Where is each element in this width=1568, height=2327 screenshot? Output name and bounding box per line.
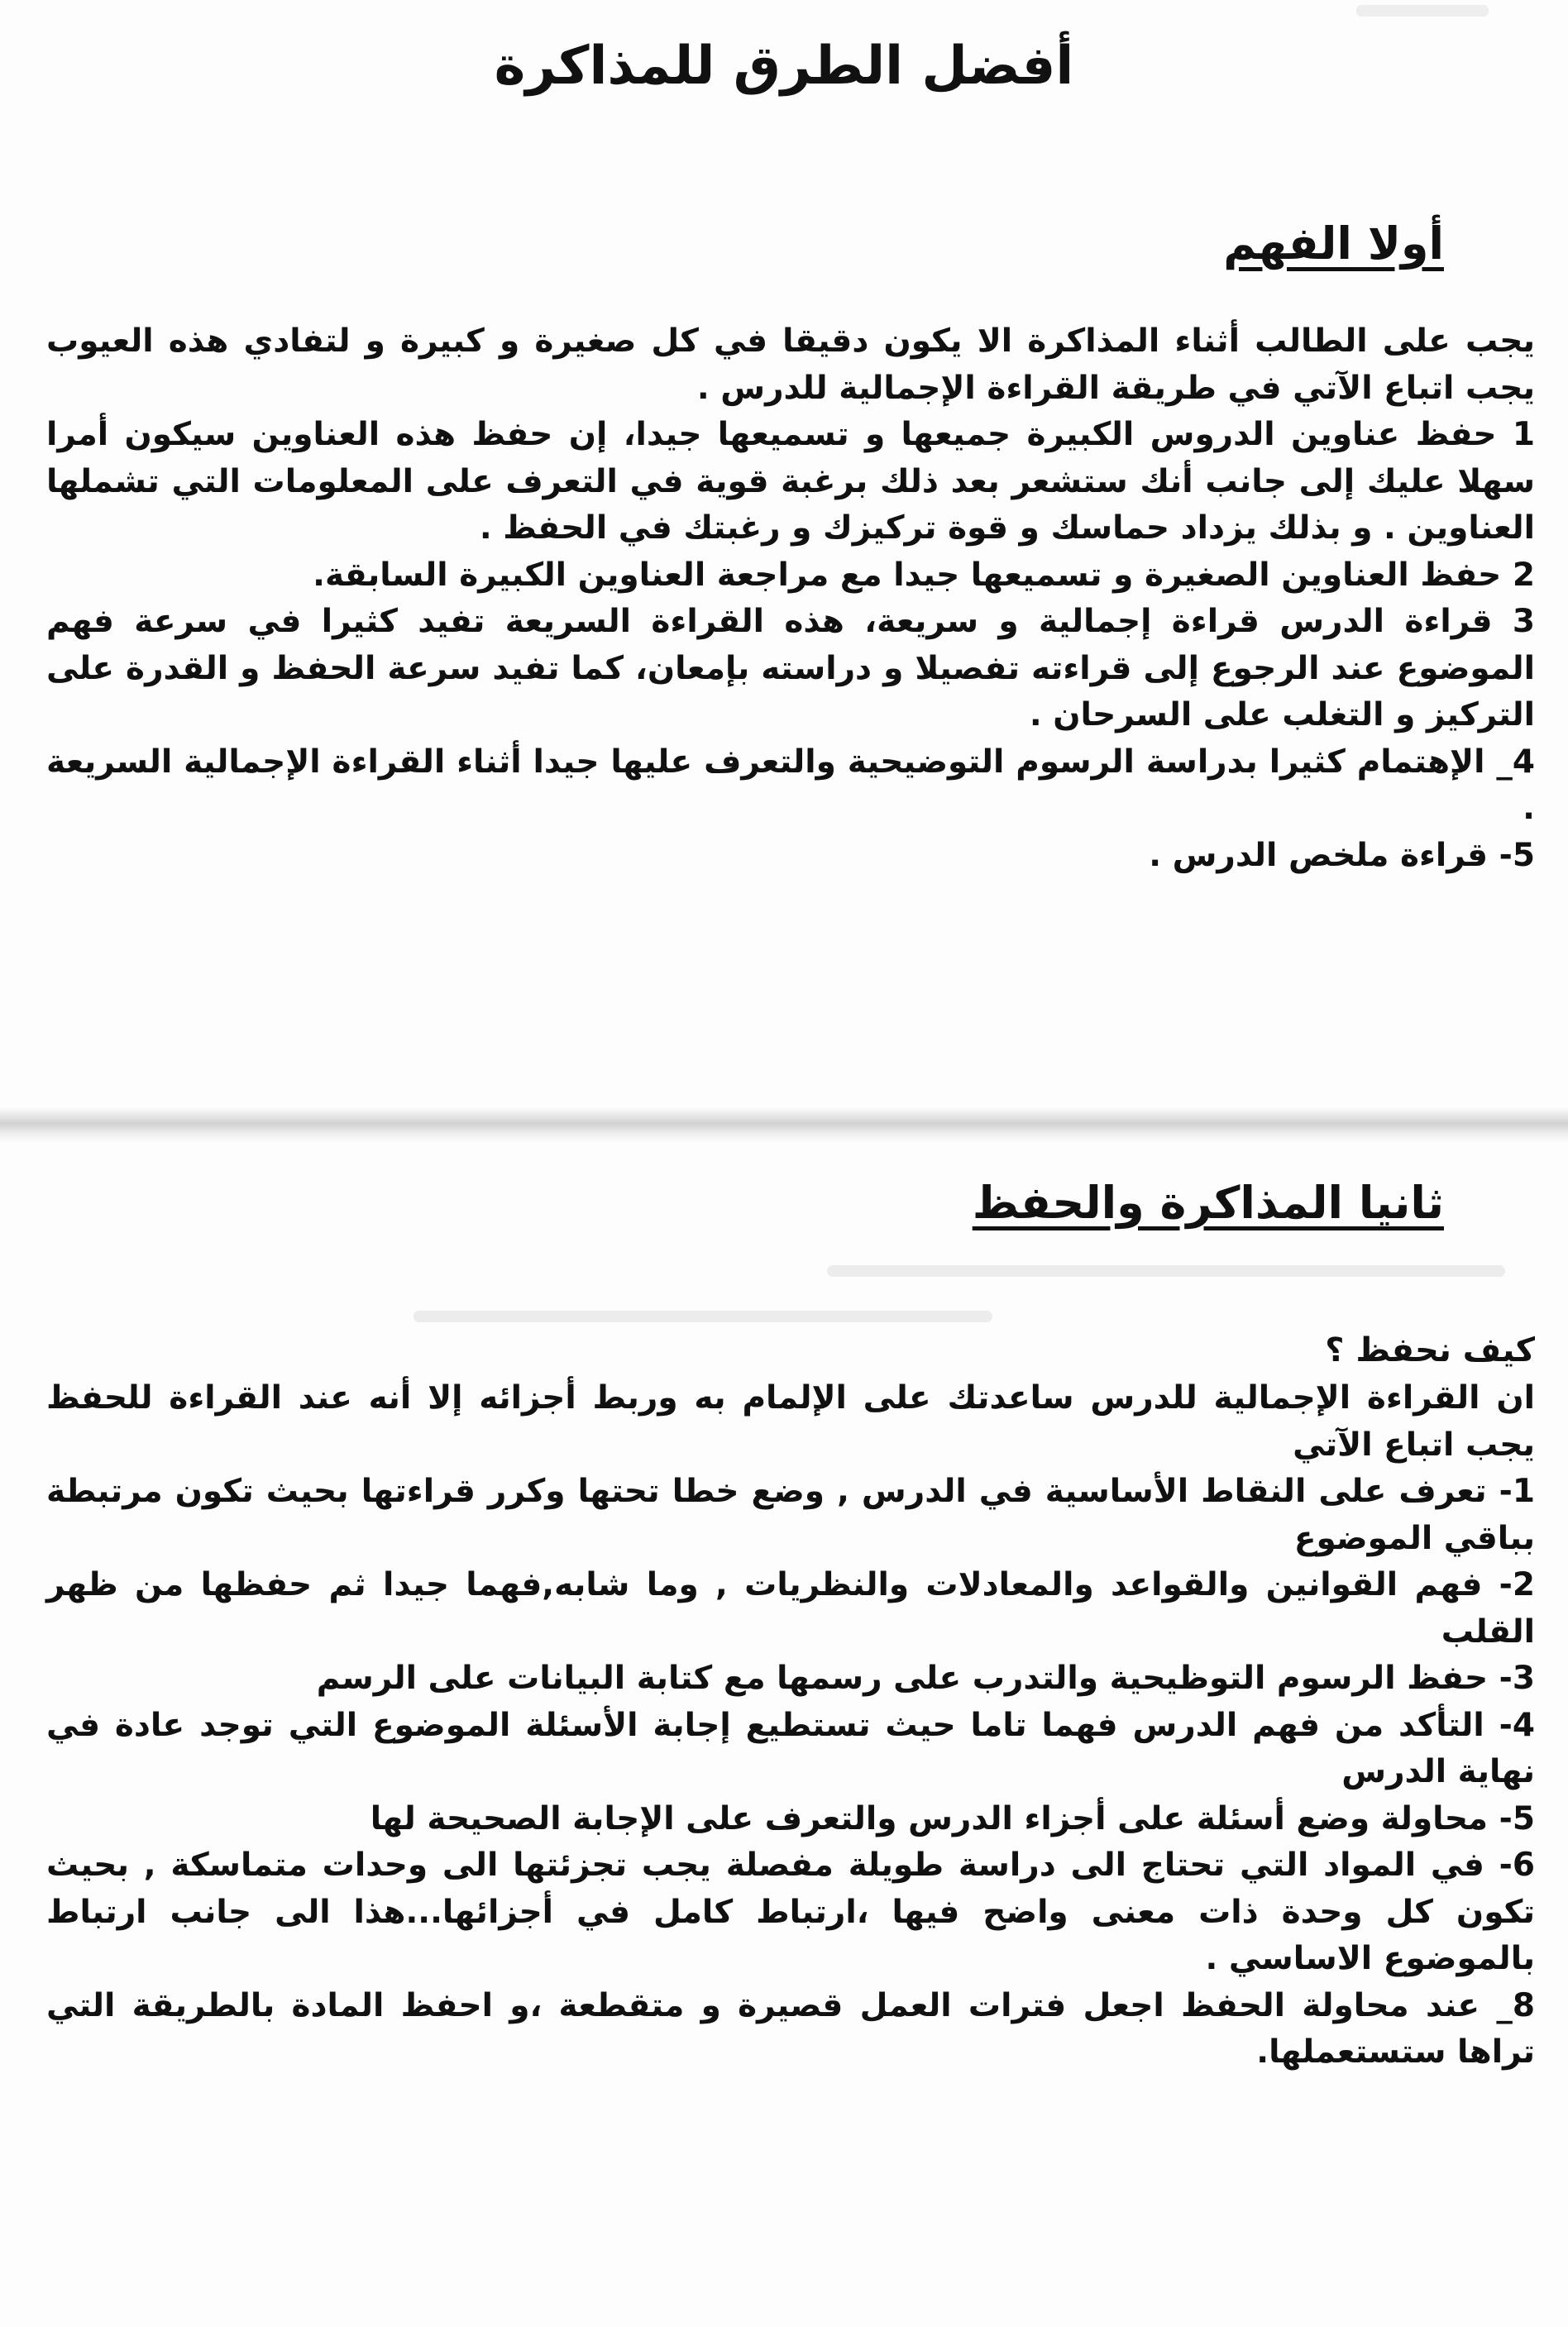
list-item: 5- محاولة وضع أسئلة على أجزاء الدرس والتعرف على الإجابة الصحيحة لها [370,1799,1535,1837]
subheading-how-to-memorize: كيف نحفظ ؟ [1325,1331,1535,1369]
list-item: 3 قراءة الدرس قراءة إجمالية و سريعة، هذه القراءة السريعة تفيد كثيرا في سرعة فهم الموضوع عند الرجوع إلى قراءته تفصيلا و دراسته بإمعان، كما تفيد سرعة الحفظ و القدرة على التركيز و التغلب على السرحان . [46,603,1535,733]
list-item: 1- تعرف على النقاط الأساسية في الدرس , وضع خطا تحتها وكرر قراءتها بحيث تكون مرتبطة بباقي الموضوع [46,1473,1535,1557]
section-heading-understanding: أولا الفهم [1223,217,1444,270]
scan-artifact-corner [1356,5,1489,17]
bleed-through-line [414,1311,992,1322]
list-item: 2 حفظ العناوين الصغيرة و تسميعها جيدا مع مراجعة العناوين الكبيرة السابقة. [313,556,1535,594]
list-item: 2- فهم القوانين والقواعد والمعادلات والنظريات , وما شابه,فهما جيدا ثم حفظها من ظهر القلب [46,1566,1535,1651]
list-item: 4_ الإهتمام كثيرا بدراسة الرسوم التوضيحية والتعرف عليها جيدا أثناء القراءة الإجمالية السريعة . [46,743,1535,827]
list-item: 3- حفظ الرسوم التوظيحية والتدرب على رسمها مع كتابة البيانات على الرسم [316,1660,1535,1697]
list-item: 8_ عند محاولة الحفظ اجعل فترات العمل قصيرة و متقطعة ،و احفظ المادة بالطريقة التي تراها ستستعملها. [46,1986,1535,2071]
bleed-through-line [827,1265,1505,1277]
list-item: 1 حفظ عناوين الدروس الكبيرة جميعها و تسميعها جيدا، إن حفظ هذه العناوين سيكون أمرا سهلا عليك إلى جانب أنك ستشعر بعد ذلك برغبة قوية في التعرف على المعلومات التي تشملها العناوين . و بذلك يزداد حماسك و قوة تركيزك و رغبتك في الحفظ . [46,416,1535,547]
paragraph: يجب على الطالب أثناء المذاكرة الا يكون دقيقا في كل صغيرة و كبيرة و لتفادي هذه العيوب يجب اتباع الآتي في طريقة القراءة الإجمالية للدرس . [46,323,1535,407]
list-item: 5- قراءة ملخص الدرس . [1149,836,1535,874]
section-study-memorize-body [46,1326,1535,2076]
section-understanding-body [46,318,1535,879]
page-title: أفضل الطرق للمذاكرة [494,36,1074,97]
section-heading-study-memorize: ثانيا المذاكرة والحفظ [972,1177,1444,1229]
list-item: 6- في المواد التي تحتاج الى دراسة طويلة مفصلة يجب تجزئتها الى وحدات متماسكة , بحيث تكون كل وحدة ذات معنى واضح فيها ،ارتباط كامل في أجزائها...هذا الى جانب ارتباط بالموضوع الاساسي . [46,1847,1535,1977]
paragraph: ان القراءة الإجمالية للدرس ساعدتك على الإلمام به وربط أجزائه إلا أنه عند القراءة للحفظ يجب اتباع الآتي [46,1379,1535,1464]
list-item: 4- التأكد من فهم الدرس فهما تاما حيث تستطيع إجابة الأسئلة الموضوع التي توجد عادة في نهاية الدرس [46,1706,1535,1790]
scan-fold-line [0,1106,1568,1144]
